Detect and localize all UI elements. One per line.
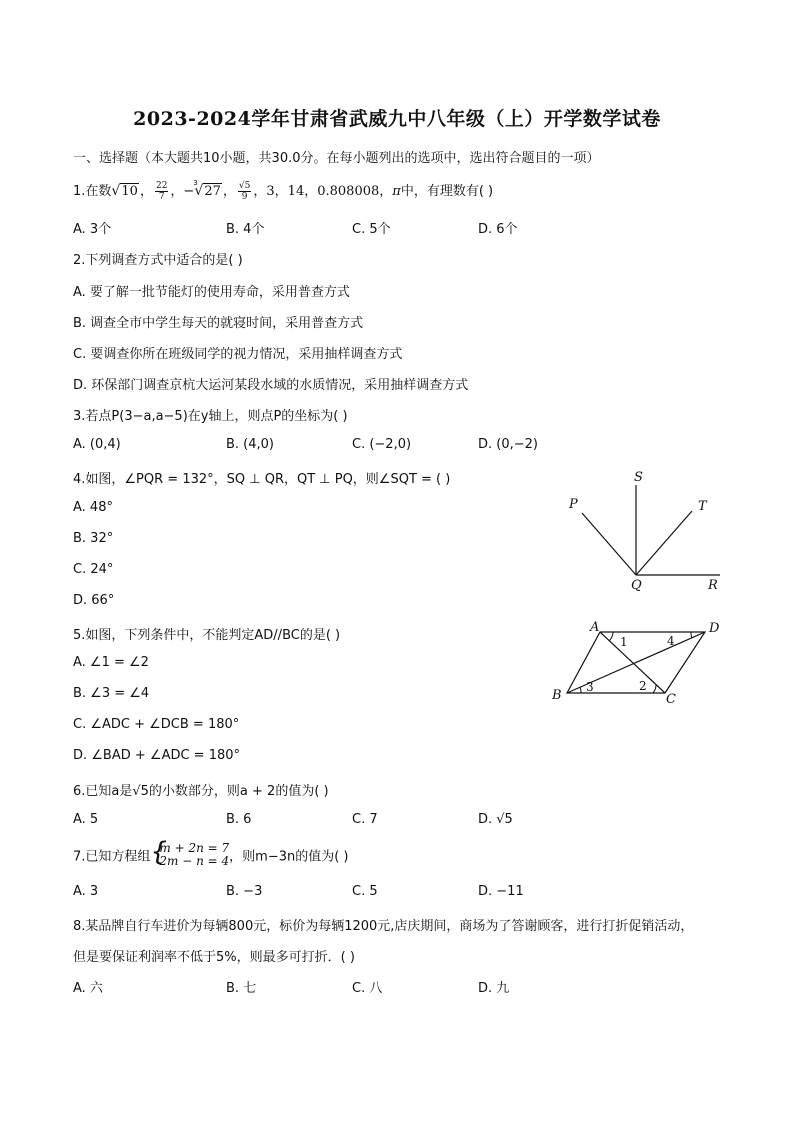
arc-angle-3 bbox=[580, 687, 581, 693]
label-R: R bbox=[708, 578, 718, 593]
ray-QT bbox=[636, 511, 692, 575]
q4-angle-figure bbox=[560, 465, 735, 595]
q5-option-a: A. ∠1 = ∠2 bbox=[73, 655, 149, 670]
q7-option-c: C. 5 bbox=[352, 884, 378, 899]
q7-option-a: A. 3 bbox=[73, 884, 99, 899]
label-angle-4: 4 bbox=[667, 634, 675, 648]
arc-angle-2 bbox=[653, 684, 656, 693]
q3-option-a: A. (0,4) bbox=[73, 437, 121, 452]
q4-option-c: C. 24° bbox=[73, 562, 114, 577]
question-5-stem: 5.如图，下列条件中，不能判定AD//BC的是( ) bbox=[73, 628, 341, 643]
q8-option-c: C. 八 bbox=[352, 981, 383, 996]
q5-option-b: B. ∠3 = ∠4 bbox=[73, 686, 150, 701]
q4-option-b: B. 32° bbox=[73, 531, 114, 546]
q2-option-d: D. 环保部门调查京杭大运河某段水域的水质情况，采用抽样调查方式 bbox=[73, 378, 469, 393]
q1-option-a: A. 3个 bbox=[73, 222, 112, 237]
q8-option-d: D. 九 bbox=[478, 981, 510, 996]
q2-option-a: A. 要了解一批节能灯的使用寿命，采用普查方式 bbox=[73, 285, 350, 300]
label-P: P bbox=[569, 497, 578, 512]
question-7-stem bbox=[73, 837, 349, 868]
label-B: B bbox=[552, 688, 562, 703]
question-6-stem: 6.已知a是√5的小数部分，则a + 2的值为( ) bbox=[73, 784, 329, 799]
question-7-suffix: ，则m−3n的值为( ) bbox=[229, 849, 349, 865]
label-angle-1: 1 bbox=[620, 635, 628, 649]
q3-option-c: C. (−2,0) bbox=[352, 437, 412, 452]
q4-option-a: A. 48° bbox=[73, 500, 113, 515]
label-angle-3: 3 bbox=[586, 680, 594, 694]
q6-option-b: B. 6 bbox=[226, 812, 252, 827]
diagonal-AC bbox=[600, 632, 665, 693]
question-1-stem bbox=[73, 180, 493, 202]
question-4-stem: 4.如图，∠PQR = 132°，SQ ⊥ QR，QT ⊥ PQ，则∠SQT = ( ) bbox=[73, 472, 451, 487]
q2-option-c: C. 要调查你所在班级同学的视力情况，采用抽样调查方式 bbox=[73, 347, 403, 362]
q5-option-d: D. ∠BAD + ∠ADC = 180° bbox=[73, 748, 241, 763]
q7-option-b: B. −3 bbox=[226, 884, 263, 899]
label-S: S bbox=[634, 470, 643, 485]
equation-2: 2m − n = 4 bbox=[159, 854, 230, 868]
section-heading: 一、选择题（本大题共10小题，共30.0分。在每小题列出的选项中，选出符合题目的一项） bbox=[73, 151, 600, 166]
q1-option-d: D. 6个 bbox=[478, 222, 518, 237]
question-8-line-1: 8.某品牌自行车进价为每辆800元，标价为每辆1200元,店庆期间，商场为了答谢顾客，进行打折促销活动， bbox=[73, 919, 694, 934]
question-1-suffix: 中，有理数有( ) bbox=[400, 184, 494, 199]
label-A: A bbox=[590, 620, 600, 635]
q7-option-d: D. −11 bbox=[478, 884, 524, 899]
q6-option-a: A. 5 bbox=[73, 812, 99, 827]
q2-option-b: B. 调查全市中学生每天的就寝时间，采用普查方式 bbox=[73, 316, 364, 331]
label-D: D bbox=[709, 621, 720, 636]
label-Q: Q bbox=[631, 578, 642, 593]
q6-option-d: D. √5 bbox=[478, 812, 513, 827]
label-T: T bbox=[698, 499, 707, 514]
q3-option-d: D. (0,−2) bbox=[478, 437, 538, 452]
q3-option-b: B. (4,0) bbox=[226, 437, 275, 452]
q1-option-c: C. 5个 bbox=[352, 222, 391, 237]
arc-angle-1 bbox=[609, 632, 613, 641]
q1-option-b: B. 4个 bbox=[226, 222, 265, 237]
question-8-line-2: 但是要保证利润率不低于5%，则最多可打折．( ) bbox=[73, 950, 355, 965]
equation-system: { m + 2n = 7 2m − n = 4 bbox=[150, 837, 230, 868]
q4-option-d: D. 66° bbox=[73, 593, 115, 608]
question-7-prefix: 7.已知方程组 bbox=[73, 849, 151, 865]
label-angle-2: 2 bbox=[639, 679, 647, 693]
q6-option-c: C. 7 bbox=[352, 812, 378, 827]
question-3-stem: 3.若点P(3−a,a−5)在y轴上，则点P的坐标为( ) bbox=[73, 409, 348, 424]
label-C: C bbox=[666, 692, 676, 707]
ray-QP bbox=[582, 513, 636, 575]
question-1-number-list: √ 10 ， $\frac{22}{7}$ ，− √ 3 27 ， $\frac{√5}{9}$ ，3，14，0.808008，π bbox=[111, 184, 400, 199]
question-2-stem: 2.下列调查方式中适合的是( ) bbox=[73, 253, 243, 268]
q5-option-c: C. ∠ADC + ∠DCB = 180° bbox=[73, 717, 240, 732]
q8-option-b: B. 七 bbox=[226, 981, 257, 996]
arc-angle-4 bbox=[691, 632, 692, 638]
q5-parallelogram-figure bbox=[545, 618, 735, 708]
page-title: 2023-2024学年甘肃省武威九中八年级（上）开学数学试卷 bbox=[133, 108, 661, 130]
question-1-prefix: 1.在数 bbox=[73, 184, 112, 199]
q8-option-a: A. 六 bbox=[73, 981, 103, 996]
equation-1: m + 2n = 7 bbox=[159, 841, 230, 855]
